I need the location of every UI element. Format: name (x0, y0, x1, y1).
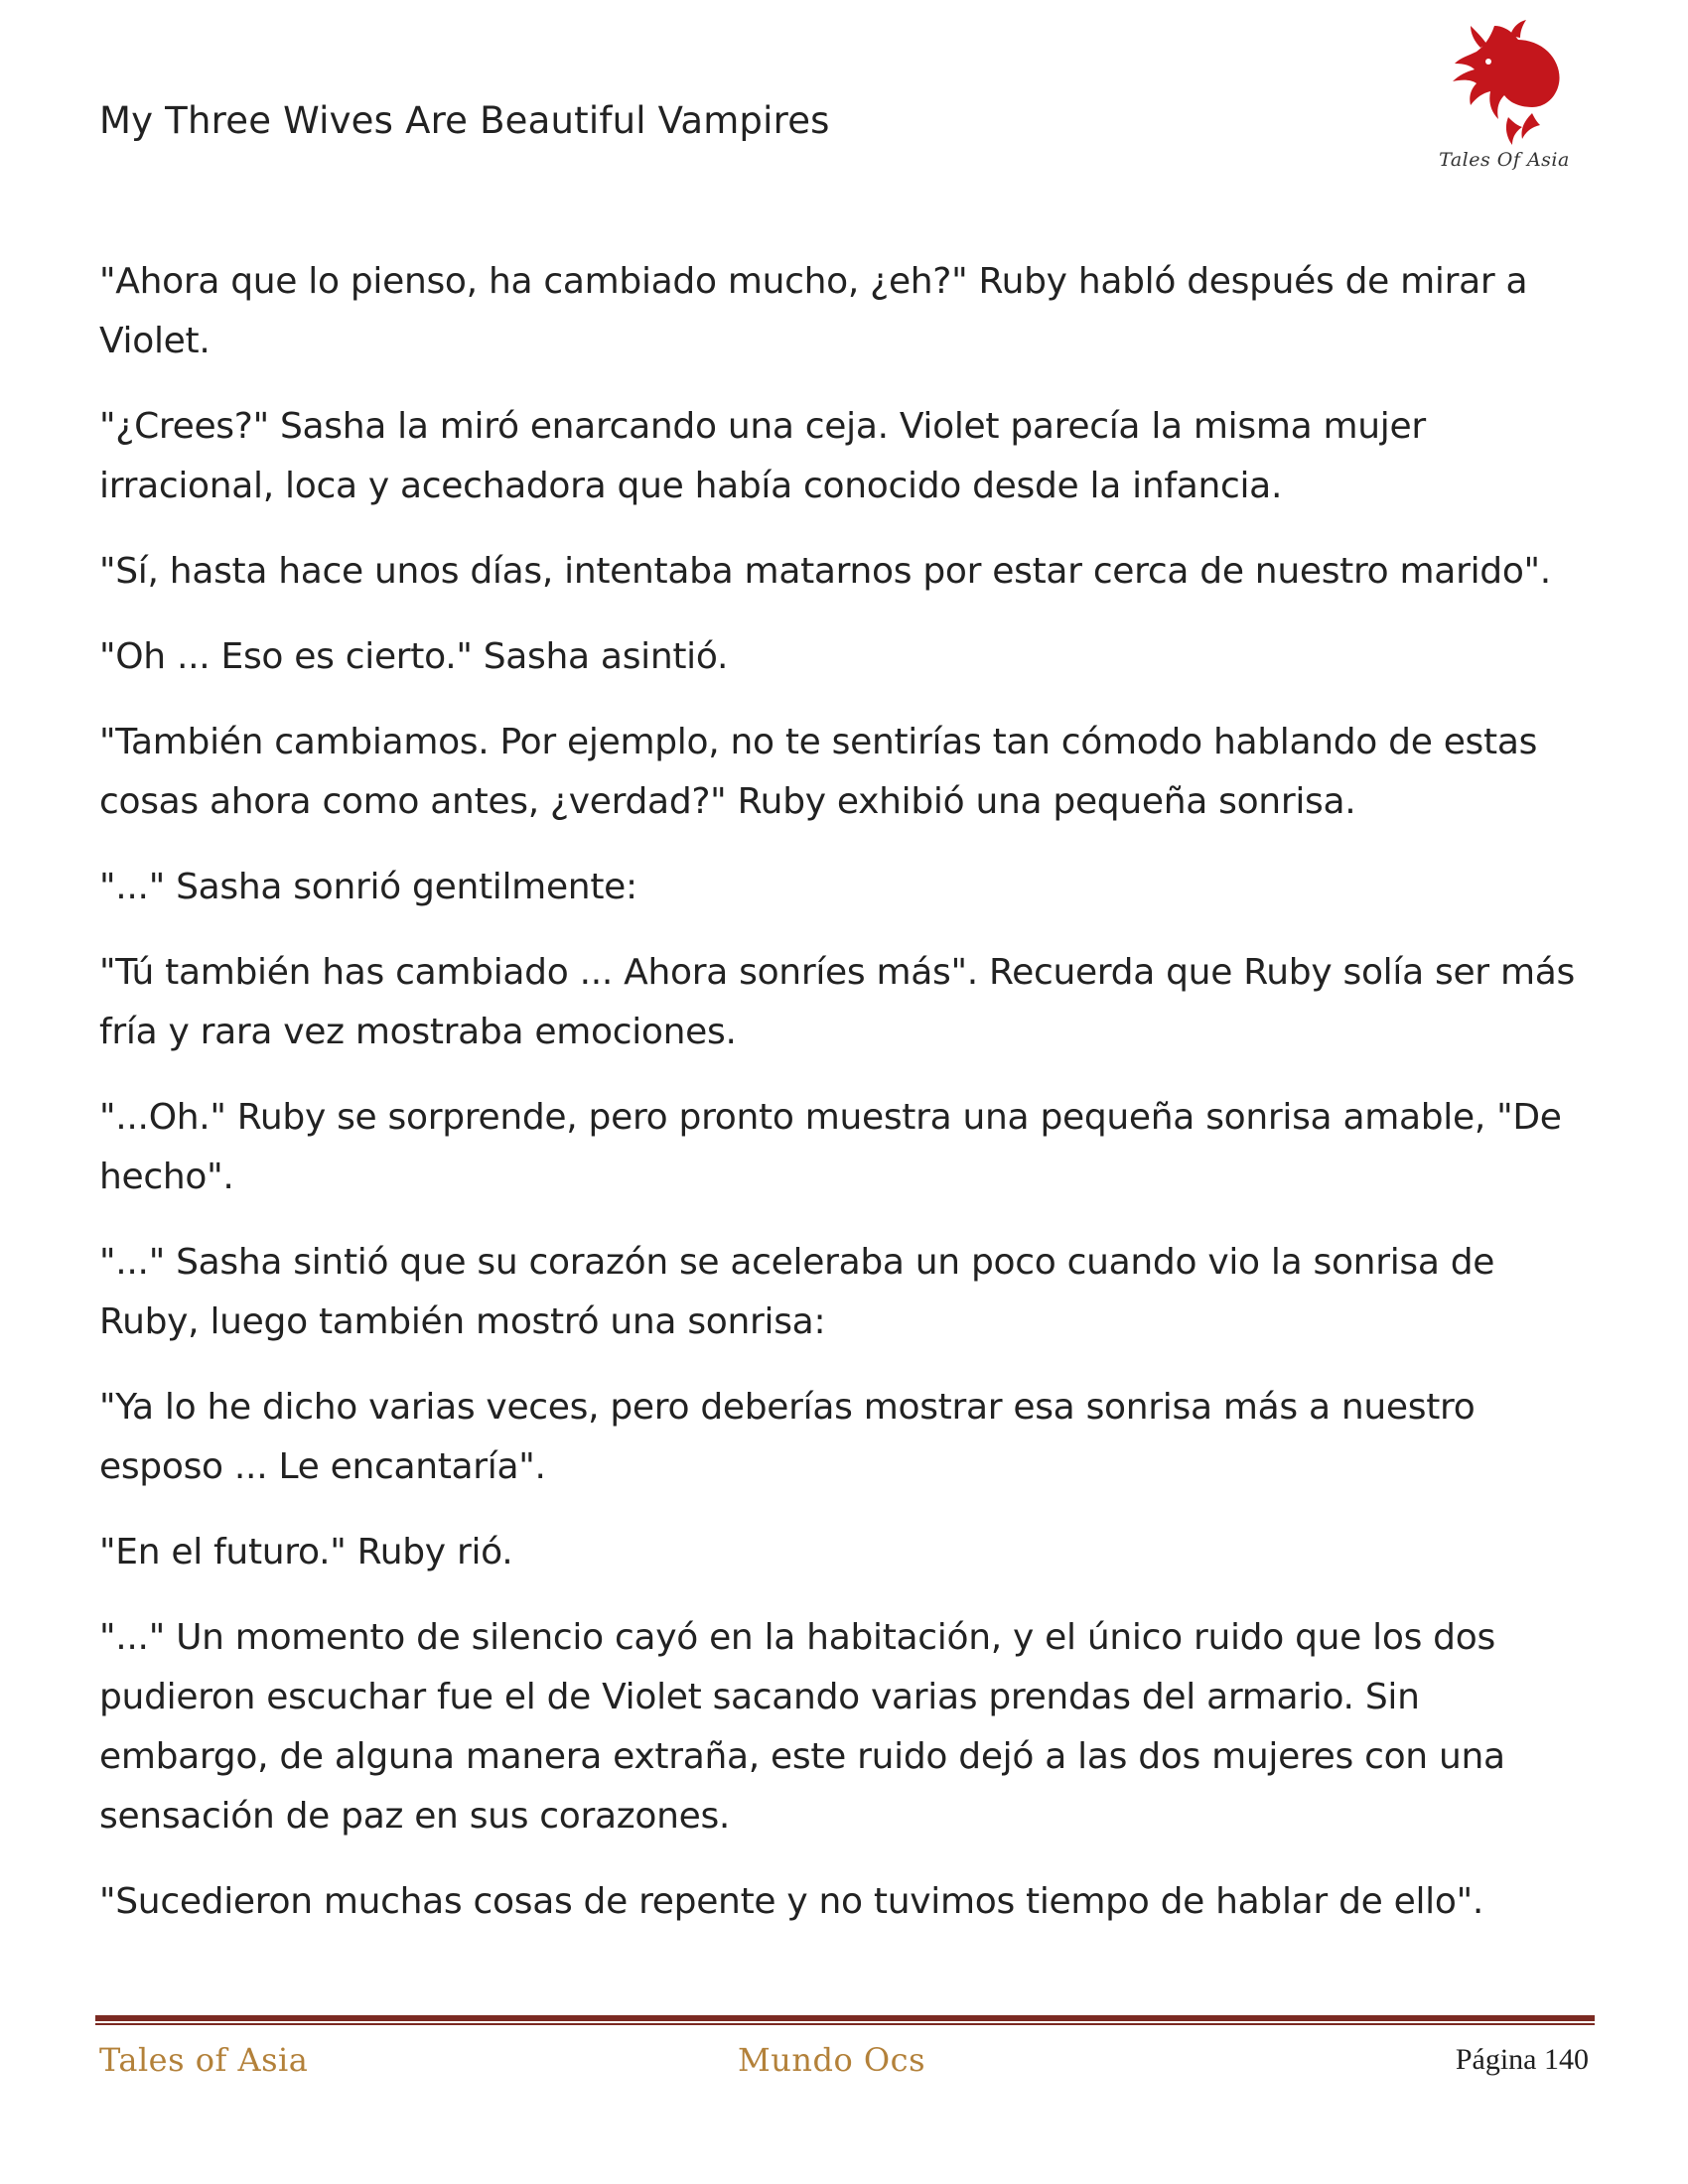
header-title: My Three Wives Are Beautiful Vampires (99, 99, 830, 142)
paragraph: "Tú también has cambiado ... Ahora sonríes más". Recuerda que Ruby solía ser más fría y rara vez mostraba emociones. (99, 952, 1575, 1052)
footer-divider (95, 2015, 1595, 2025)
red-dragon-icon (1425, 18, 1574, 152)
paragraph: "Sí, hasta hace unos días, intentaba matarnos por estar cerca de nuestro marido". (99, 551, 1551, 592)
paragraph: "Ahora que lo pienso, ha cambiado mucho, ¿eh?" Ruby habló después de mirar a Violet. (99, 261, 1528, 361)
paragraph: "Oh ... Eso es cierto." Sasha asintió. (99, 636, 729, 677)
logo-text: Tales Of Asia (1439, 149, 1570, 171)
footer-publisher: Tales of Asia (99, 2041, 309, 2079)
footer-site: Mundo Ocs (738, 2041, 925, 2079)
paragraph: "Sucedieron muchas cosas de repente y no tuvimos tiempo de hablar de ello". (99, 1881, 1483, 1922)
footer-divider-thick (95, 2015, 1595, 2021)
page-number: Página 140 (1455, 2043, 1589, 2076)
paragraph: "..." Sasha sintió que su corazón se aceleraba un poco cuando vio la sonrisa de Ruby, luego también mostró una sonrisa: (99, 1242, 1495, 1342)
paragraph: "..." Sasha sonrió gentilmente: (99, 867, 637, 907)
footer-divider-thin (95, 2023, 1595, 2025)
paragraph: "En el futuro." Ruby rió. (99, 1532, 513, 1572)
paragraph: "¿Crees?" Sasha la miró enarcando una ceja. Violet parecía la misma mujer irracional, loca y acechadora que había conocido desde la infancia. (99, 406, 1426, 506)
paragraph: "Ya lo he dicho varias veces, pero deberías mostrar esa sonrisa más a nuestro esposo ... Le encantaría". (99, 1387, 1476, 1487)
paragraph: "...Oh." Ruby se sorprende, pero pronto muestra una pequeña sonrisa amable, "De hecho". (99, 1097, 1562, 1197)
paragraph: "También cambiamos. Por ejemplo, no te sentirías tan cómodo hablando de estas cosas ahora como antes, ¿verdad?" Ruby exhibió una pequeña sonrisa. (99, 722, 1538, 822)
body-text (99, 252, 1589, 1958)
paragraph: "..." Un momento de silencio cayó en la habitación, y el único ruido que los dos pudieron escuchar fue el de Violet sacando varias prendas del armario. Sin embargo, de alguna manera extraña, este ruido dejó a las dos mujeres con una sensación de paz en sus corazones. (99, 1617, 1505, 1837)
tales-of-asia-logo (1425, 18, 1574, 187)
